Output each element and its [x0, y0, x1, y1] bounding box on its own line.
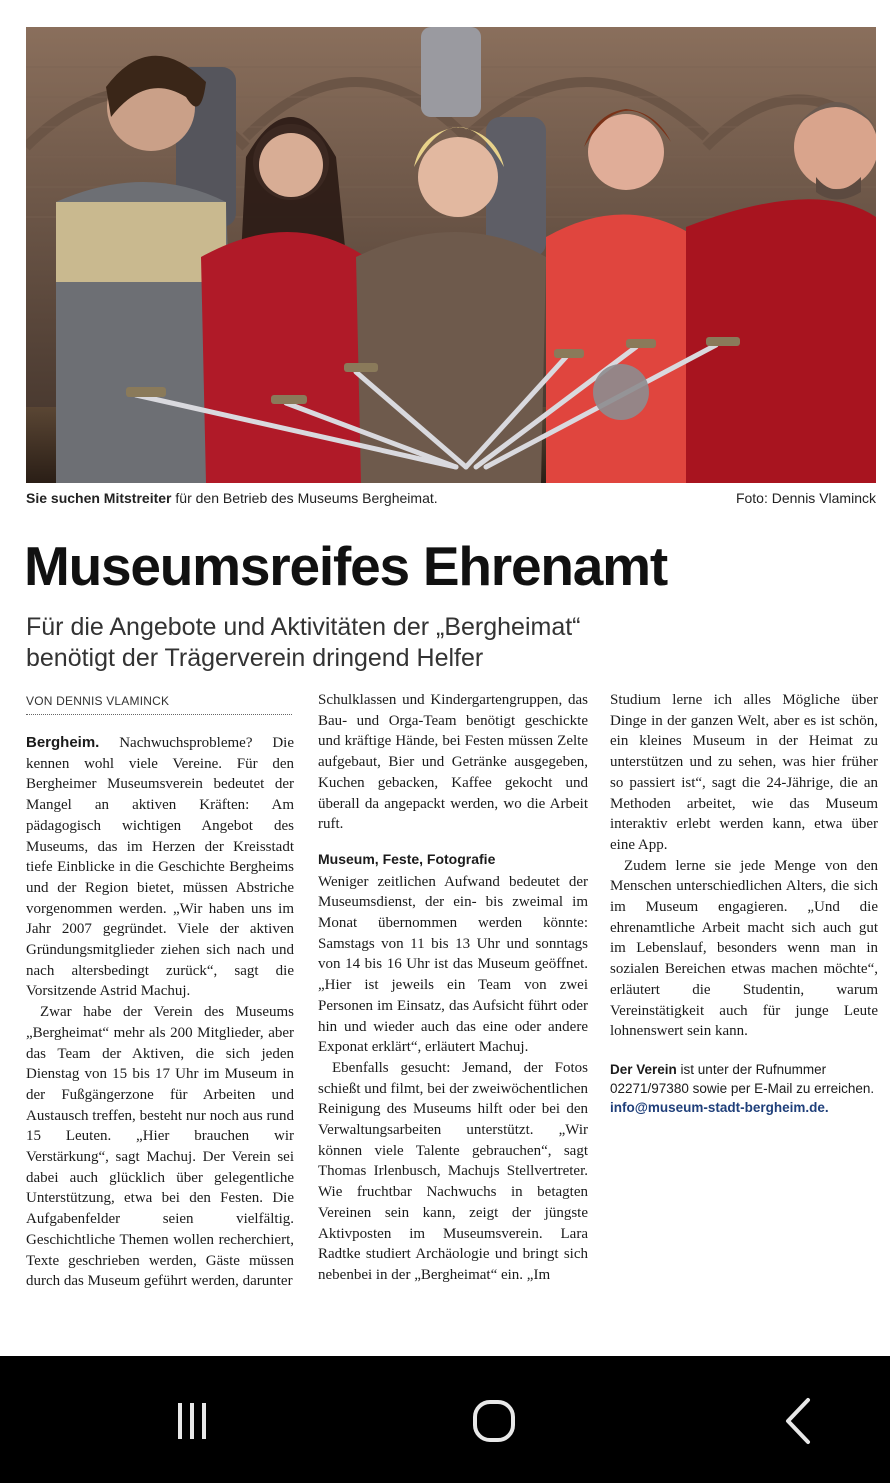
paragraph-1	[26, 733, 294, 1002]
info-text: ist unter der Rufnummer 02271/97380 sowie per E-Mail zu erreichen.	[610, 1061, 875, 1096]
article-headline: Museumsreifes Ehrenamt	[24, 535, 667, 597]
back-icon	[778, 1396, 818, 1446]
paragraph-5: Zudem lerne sie jede Menge von den Menschen unterschiedlichen Alters, die sich im Museum engagieren. „Und die ehrenamtliche Arbeit macht sich auch gut im Lebenslauf, besonders wenn man in sozialen Bereichen etwas machen möchte“, erläutert die Studentin, warum Vereinstätigkeit auch für junge Leute lohnenswert sein kann.	[610, 857, 878, 1040]
paragraph-1-text: Nachwuchsprobleme? Die kennen wohl viele Vereine. Für den Bergheimer Museumsverein bedeutet der Mangel an aktiven Kräften: Am pädagogisch wichtigen Angebot des Museums, das im Herzen der Kreisstadt tiefe Einblicke in die Geschichte Bergheims und der Region bietet, müssen Abstriche vorgenommen werden. „Wir haben uns im Jahr 2007 gegründet. Viele der aktiven Gründungsmitglieder ziehen sich nach und nach altersbedingt zurück“, sagt die Vorsitzende Astrid Machuj.	[26, 735, 294, 1000]
home-icon	[469, 1396, 519, 1446]
recent-apps-button[interactable]	[162, 1396, 222, 1446]
info-lead: Der Verein	[610, 1061, 677, 1077]
subhead-line-2: benötigt der Trägerverein dringend Helfer	[26, 644, 484, 672]
photo-caption	[26, 490, 438, 506]
article-subhead	[26, 612, 786, 674]
paragraph-4: Ebenfalls gesucht: Jemand, der Fotos schießt und filmt, bei der zweiwöchentlichen Reinigung des Museums hilft oder bei den Verwaltungsarbeiten unterstützt. „Wir können viele Talente gebrauchen“, sagt Thomas Irlenbusch, Machujs Stellvertreter. Wie fruchtbar Nachwuchs in betagten Vereinen sein kann, zeigt der jüngste Aktivposten im Museumsverein. Lara Radtke studiert Archäologie und bringt sich nebenbei in der „Bergheimat“ ein. „Im	[318, 1059, 588, 1283]
caption-text: für den Betrieb des Museums Bergheimat.	[171, 490, 438, 506]
group-photo-icon	[26, 27, 876, 483]
article-photo	[26, 27, 876, 483]
article-column-3	[610, 690, 878, 1117]
android-navigation-bar	[0, 1356, 890, 1483]
caption-lead: Sie suchen Mitstreiter	[26, 490, 172, 506]
subhead-line-1: Für die Angebote und Aktivitäten der „Bergheimat“	[26, 613, 581, 641]
article-column-2	[318, 690, 588, 1286]
photo-credit: Foto: Dennis Vlaminck	[735, 490, 876, 506]
photo-caption-row	[26, 488, 876, 510]
paragraph-2: Zwar habe der Verein des Museums „Bergheimat“ mehr als 200 Mitglieder, aber das Team der Aktiven, die sich jeden Dienstag von 15 bis 17 Uhr im Museum in der Fußgängerzone für Arbeiten und Austausch treffen, besteht nur noch aus rund 15 Leuten. „Hier brauchen wir Verstärkung“, sagt Machuj. Der Verein sei dabei auch glücklich über gelegentliche Unterstützung, etwa bei den Festen. Die Aufgabenfelder seien vielfältig. Geschichtliche Themen wollen recherchiert, Texte geschrieben werden, Gäste müssen durch das Museum geführt werden, darunter	[26, 1004, 294, 1290]
paragraph-4-continued: Studium lerne ich alles Mögliche über Dinge in der ganzen Welt, aber es ist schön, ein kleines Museum in der Heimat zu unterstützen und zu sehen, was hier früher so passiert ist“, sagt die 24-Jährige, die an Methoden arbeitet, wie das Museum interaktiv erlebt werden kann, etwa über eine App.	[610, 692, 878, 853]
section-heading: Museum, Feste, Fotografie	[318, 850, 496, 867]
paragraph-2-continued: Schulklassen und Kindergartengruppen, das Bau- und Orga-Team benötigt geschickte und kräftige Hände, bei Festen müssen Zelte aufgebaut, Bier und Getränke ausgegeben, Kuchen gebacken, Kaffee gekocht und überall da angepackt werden, wo die Arbeit ruft.	[318, 692, 588, 833]
home-button[interactable]	[464, 1396, 524, 1446]
article-byline: VON DENNIS VLAMINCK	[26, 694, 292, 715]
back-button[interactable]	[768, 1396, 828, 1446]
info-box	[610, 1060, 878, 1117]
article-column-1	[26, 733, 294, 1292]
dateline: Bergheim.	[26, 734, 100, 751]
email-link[interactable]: info@museum-stadt-bergheim.de.	[610, 1099, 829, 1115]
paragraph-3: Weniger zeitlichen Aufwand bedeutet der Museumsdienst, der ein- bis zweimal im Monat übernommen werden könnte: Samstags von 11 bis 13 Uhr und sonntags von 14 bis 16 Uhr ist das Museum geöffnet. „Hier ist jeweils ein Team von zwei Personen im Einsatz, das Aufsicht führt oder hin und wieder auch das eine oder andere Exponat erklärt“, erläutert Machuj.	[318, 873, 588, 1056]
recent-apps-icon	[170, 1399, 214, 1443]
